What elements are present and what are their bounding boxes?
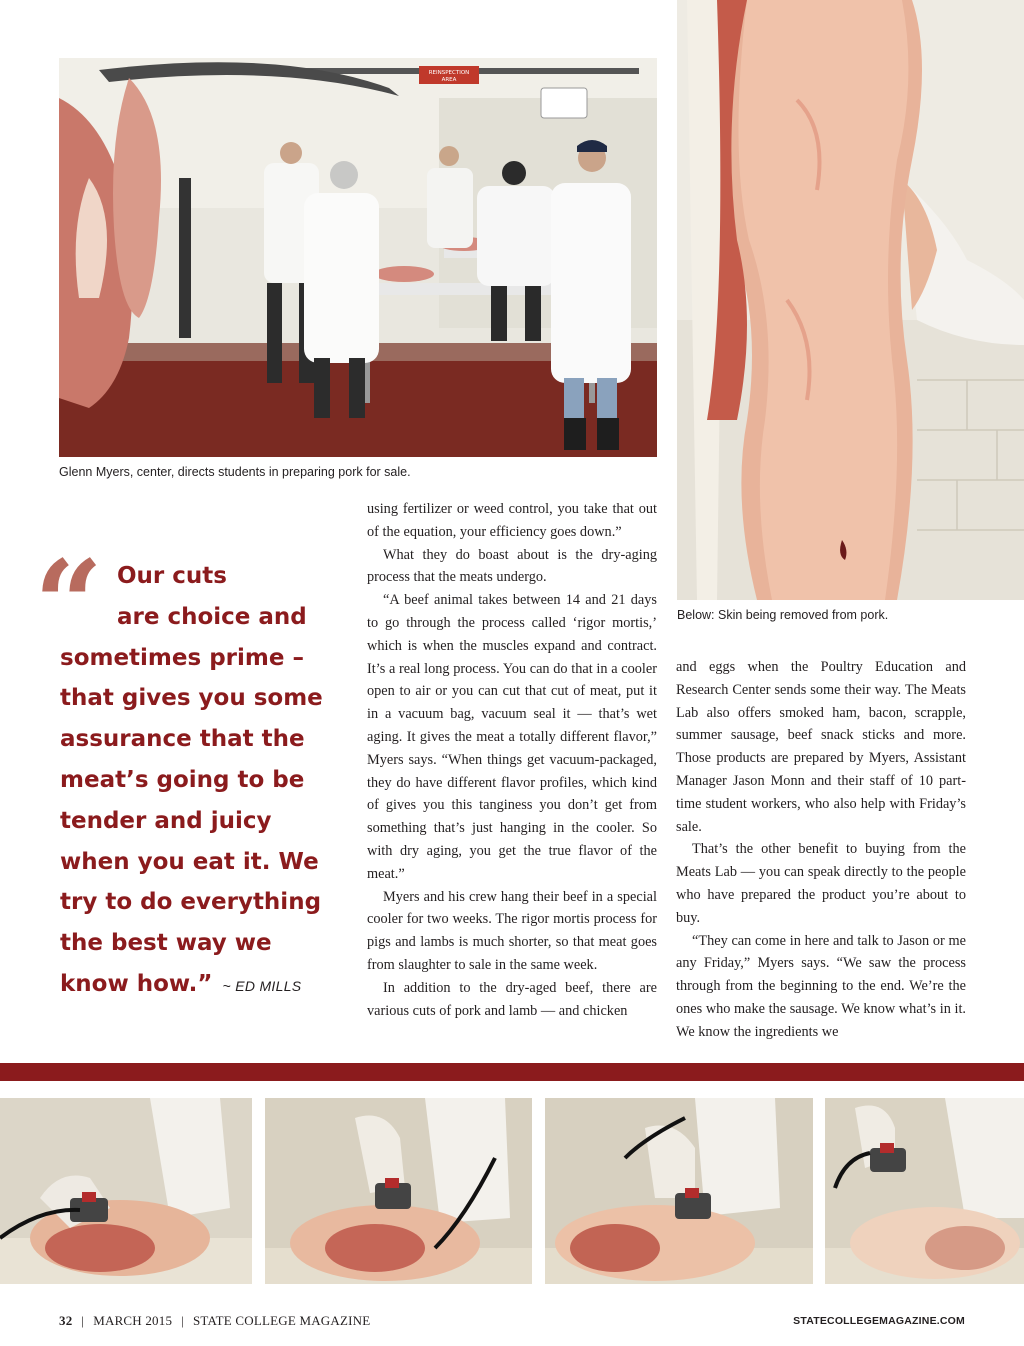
page-footer — [59, 1313, 370, 1329]
pull-quote-line: tender and juicy — [60, 807, 272, 834]
article-paragraph: using fertilizer or weed control, you take that out of the equation, your efficiency goes down.” — [367, 501, 657, 540]
pull-quote-line: when you eat it. We — [60, 848, 319, 875]
pull-quote-line: meat’s going to be — [60, 766, 305, 793]
article-column-right — [676, 656, 966, 1044]
publication-name: STATE COLLEGE MAGAZINE — [192, 1313, 371, 1328]
article-column-middle — [367, 498, 657, 1022]
sign-line-1: REINSPECTION — [428, 70, 470, 76]
article-paragraph: What they do boast about is the dry-aging process that the meats undergo. — [367, 546, 657, 586]
top-photo-caption: Glenn Myers, center, directs students in preparing pork for sale. — [59, 465, 411, 479]
pull-quote-line: the best way we — [60, 930, 272, 957]
pull-quote-attribution: ~ ED MILLS — [222, 977, 302, 994]
skinning-photo-4 — [825, 1098, 1024, 1284]
pull-quote-line: sometimes prime – — [60, 644, 304, 671]
article-paragraph: Myers and his crew hang their beef in a special cooler for two weeks. The rigor mortis process for pigs and lambs is much shorter, so that meat goes from slaughter to sale in the same week. — [367, 888, 657, 973]
pull-quote-mark: “ — [34, 534, 104, 675]
pull-quote — [60, 556, 330, 1007]
footer-separator: | — [181, 1313, 184, 1328]
article-paragraph: “A beef animal takes between 14 and 21 days to go through the process called ‘rigor mortis,’ which is when the muscles expand and contract. It’s a real long process. You can do that in a cooler open to air or you can cut that cut of meat, put it in a vacuum bag, vacuum seal it — that’s wet aging. It gives the meat a totally different flavor,” Myers says. “When things get vacuum-packaged, they do have different flavor profiles, which kind of gives you this tanginess you don’t get from something that’s just hanging in the cooler. So with dry aging, you get the true flavor of the meat.” — [367, 592, 657, 882]
page-number: 32 — [59, 1313, 73, 1328]
article-paragraph: and eggs when the Poultry Education and Research Center sends some their way. The Meats Lab also offers smoked ham, bacon, scrapple, summer sausage, beef snack sticks and more. Those products are prepared by Myers, Assistant Manager Jason Monn and their staff of 10 part-time student workers, who also help with Friday’s sale. — [676, 659, 966, 835]
article-paragraph: That’s the other benefit to buying from the Meats Lab — you can speak directly to the people who have prepared the product you’re about to buy. — [676, 841, 966, 926]
pull-quote-line: that gives you some — [60, 685, 323, 712]
right-photo-caption: Below: Skin being removed from pork. — [677, 608, 889, 622]
meats-lab-photo — [59, 58, 657, 457]
pull-quote-line: know how.” — [60, 970, 213, 997]
issue-date: MARCH 2015 — [93, 1313, 173, 1328]
pull-quote-line: Our cuts — [117, 563, 227, 589]
carcass-photo — [677, 0, 1024, 600]
pull-quote-line: try to do everything — [60, 889, 322, 916]
article-paragraph: In addition to the dry-aged beef, there are various cuts of pork and lamb — and chicken — [367, 979, 657, 1019]
skinning-photo-1 — [0, 1098, 252, 1284]
footer-separator: | — [81, 1313, 85, 1328]
skinning-photo-3 — [545, 1098, 813, 1284]
article-paragraph: “They can come in here and talk to Jason or me any Friday,” Myers says. “We saw the process through from the beginning to the end. We’re the ones who make the sausage. We know what’s in it. We know the ingredients we — [676, 932, 966, 1040]
pull-quote-line: assurance that the — [60, 726, 305, 753]
website-url: STATECOLLEGEMAGAZINE.COM — [793, 1315, 965, 1327]
skinning-photo-2 — [265, 1098, 532, 1284]
section-divider-band — [0, 1063, 1024, 1081]
sign-line-2: AREA — [441, 77, 457, 83]
pull-quote-line: are choice and — [117, 603, 307, 630]
